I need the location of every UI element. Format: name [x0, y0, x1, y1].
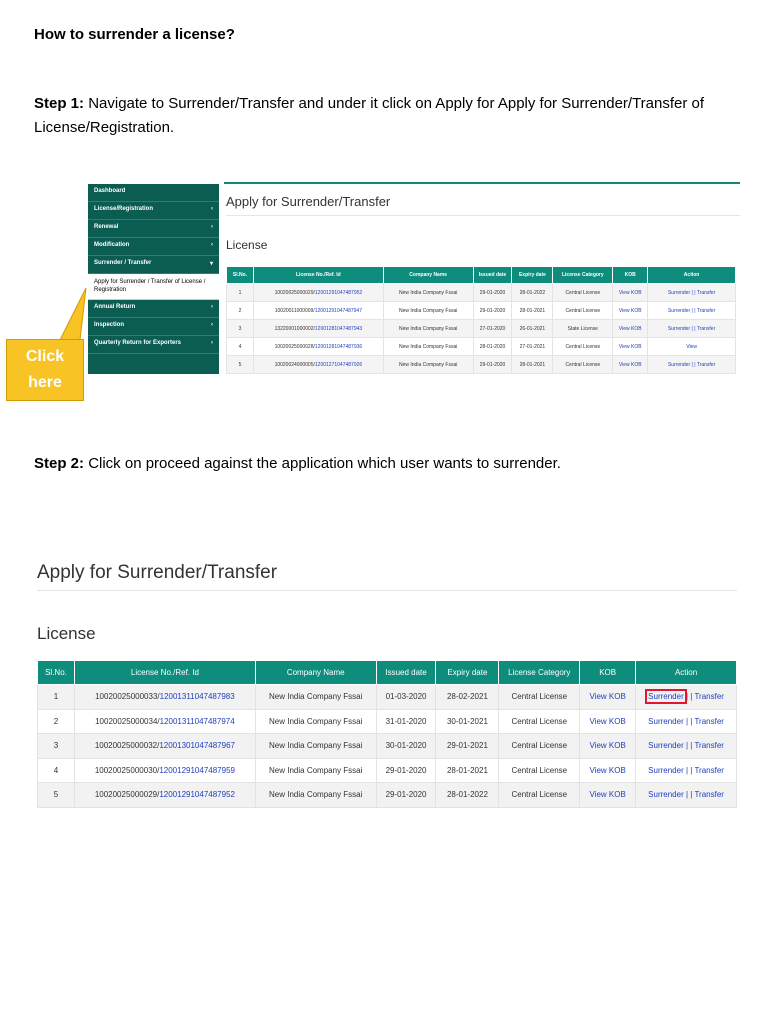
serial-number: 2	[38, 709, 75, 734]
issued-date: 31-01-2020	[376, 709, 436, 734]
column-header: Company Name	[255, 661, 376, 685]
sidebar-submenu-apply-surrender[interactable]: Apply for Surrender / Transfer of License / Registration	[88, 274, 219, 300]
surrender-link[interactable]: Surrender	[667, 325, 691, 332]
column-header: Company Name	[383, 267, 473, 284]
ref-id-link[interactable]: 12001281047487936	[314, 343, 363, 350]
view-kob-link[interactable]: View KOB	[618, 343, 642, 350]
transfer-link[interactable]: Transfer	[696, 325, 716, 332]
column-header: Issued date	[376, 661, 436, 685]
table-row	[38, 783, 737, 808]
table-row	[38, 734, 737, 759]
action-separator: | |	[690, 361, 697, 368]
action-separator: | |	[683, 692, 695, 702]
expiry-date: 28-01-2022	[512, 284, 553, 302]
step2-text: Click on proceed against the application which user wants to surrender.	[88, 455, 561, 472]
surrender-link[interactable]: Surrender	[648, 716, 684, 726]
license-category: Central License	[553, 356, 613, 374]
kob-cell	[580, 709, 636, 734]
surrender-link[interactable]: Surrender	[667, 307, 691, 314]
column-header: Action	[636, 661, 737, 685]
company-name: New India Company Fssai	[383, 302, 473, 320]
issued-date: 30-01-2020	[376, 734, 436, 759]
view-kob-link[interactable]: View KOB	[618, 307, 642, 314]
action-cell	[636, 709, 737, 734]
serial-number: 5	[227, 356, 254, 374]
issued-date: 27-01-2020	[473, 320, 512, 338]
license-number-cell	[74, 783, 255, 808]
action-cell	[636, 783, 737, 808]
chevron-icon: ‹	[211, 322, 213, 328]
transfer-link[interactable]: Transfer	[696, 361, 716, 368]
chevron-icon: ‹	[211, 224, 213, 230]
company-name: New India Company Fssai	[255, 685, 376, 710]
page2-section-title: License	[37, 624, 96, 643]
surrender-link[interactable]: Surrender	[648, 741, 684, 751]
action-separator: | |	[690, 325, 697, 332]
transfer-link[interactable]: Transfer	[694, 790, 724, 800]
column-header: Sl.No.	[227, 267, 254, 284]
ref-id-link[interactable]: 12001291047487947	[314, 307, 362, 314]
license-category: Central License	[553, 338, 613, 356]
action-cell	[636, 734, 737, 759]
ref-id-link[interactable]: 12001291047487952	[159, 790, 235, 800]
expiry-date: 28-01-2022	[436, 783, 499, 808]
table-row	[38, 685, 737, 710]
action-separator: | |	[690, 307, 697, 314]
callout-line1: Click	[25, 348, 65, 365]
view-kob-link[interactable]: View KOB	[589, 741, 626, 751]
expiry-date: 28-01-2021	[436, 758, 499, 783]
license-number-cell	[74, 734, 255, 759]
view-kob-link[interactable]: View KOB	[589, 692, 626, 702]
transfer-link[interactable]: Transfer	[696, 289, 716, 296]
column-header: License Category	[553, 267, 613, 284]
sidebar-item-label: Dashboard	[94, 188, 126, 194]
view-kob-link[interactable]: View KOB	[618, 289, 642, 296]
sidebar-item-label: Quarterly Return for Exporters	[94, 340, 182, 346]
action-separator: | |	[690, 289, 697, 296]
view-kob-link[interactable]: View KOB	[618, 325, 642, 332]
surrender-link[interactable]: Surrender	[667, 289, 691, 296]
expiry-date: 28-01-2021	[512, 356, 553, 374]
issued-date: 29-01-2020	[376, 783, 436, 808]
callout-pointer	[0, 0, 768, 420]
page1-section-title: License	[226, 238, 268, 252]
view-kob-link[interactable]: View KOB	[589, 716, 626, 726]
page1-title: Apply for Surrender/Transfer	[226, 194, 391, 209]
serial-number: 5	[38, 783, 75, 808]
ref-id-link[interactable]: 12001291047487952	[314, 289, 363, 296]
license-number: 10020011000009/	[274, 307, 315, 314]
expiry-date: 27-01-2021	[512, 338, 553, 356]
company-name: New India Company Fssai	[383, 320, 473, 338]
company-name: New India Company Fssai	[255, 734, 376, 759]
column-header: Expiry date	[512, 267, 553, 284]
column-header: Sl.No.	[38, 661, 75, 685]
license-category: Central License	[499, 734, 580, 759]
action-separator: | |	[683, 741, 695, 751]
company-name: New India Company Fssai	[255, 783, 376, 808]
page2-title: Apply for Surrender/Transfer	[37, 562, 278, 583]
sidebar-item-label: License/Registration	[94, 206, 154, 212]
license-category: State License	[553, 320, 613, 338]
transfer-link[interactable]: Transfer	[694, 741, 724, 751]
sidebar-item-label: Annual Return	[94, 304, 136, 310]
license-category: Central License	[499, 685, 580, 710]
column-header: Expiry date	[436, 661, 499, 685]
table-row	[38, 709, 737, 734]
action-separator: | |	[683, 765, 695, 775]
expiry-date: 28-01-2021	[512, 302, 553, 320]
ref-id-link[interactable]: 12001311047487974	[159, 716, 235, 726]
surrender-link[interactable]: Surrender	[648, 790, 684, 800]
expiry-date: 28-02-2021	[436, 685, 499, 710]
transfer-link[interactable]: Transfer	[694, 692, 724, 702]
ref-id-link[interactable]: 12001291047487959	[159, 765, 235, 775]
column-header: Issued date	[473, 267, 512, 284]
expiry-date: 26-01-2021	[512, 320, 553, 338]
kob-cell	[580, 685, 636, 710]
license-number: 10020024000005/	[274, 361, 315, 368]
license-category: Central License	[499, 758, 580, 783]
view-kob-link[interactable]: View KOB	[589, 765, 626, 775]
surrender-link[interactable]: Surrender	[667, 361, 691, 368]
license-number: 10020025000030/	[94, 765, 160, 775]
license-number: 10020025000032/	[94, 741, 160, 751]
company-name: New India Company Fssai	[383, 338, 473, 356]
click-here-callout	[6, 339, 84, 401]
sidebar-item-label: Modification	[94, 242, 130, 248]
license-number: 10020025000028/	[274, 343, 315, 350]
kob-cell	[580, 734, 636, 759]
license-number: 10020025000034/	[95, 716, 160, 726]
action-separator: | |	[683, 790, 695, 800]
page2-divider	[37, 590, 737, 591]
ref-id-link[interactable]: 12001311047487983	[159, 692, 235, 702]
serial-number: 4	[227, 338, 254, 356]
column-header: Action	[648, 267, 736, 284]
company-name: New India Company Fssai	[383, 356, 473, 374]
ref-id-link[interactable]: 12001271047487926	[314, 361, 363, 368]
action-cell	[636, 685, 737, 710]
sidebar-item-label: Renewal	[94, 224, 119, 230]
transfer-link[interactable]: Transfer	[694, 716, 724, 726]
callout-line2: here	[28, 374, 62, 391]
issued-date: 29-01-2020	[473, 284, 512, 302]
chevron-icon: ‹	[211, 340, 213, 346]
expiry-date: 29-01-2021	[436, 734, 499, 759]
license-number: 10020025000029/	[94, 790, 160, 800]
sidebar-item-label: Surrender / Transfer	[94, 260, 152, 266]
chevron-icon: ‹	[211, 304, 213, 310]
column-header: KOB	[580, 661, 636, 685]
serial-number: 1	[227, 284, 254, 302]
step2-label: Step 2:	[34, 455, 85, 472]
column-header: License No./Ref. Id	[253, 267, 383, 284]
kob-cell	[580, 758, 636, 783]
chevron-icon: ▾	[209, 261, 213, 267]
step1-text: Navigate to Surrender/Transfer and under it click on Apply for Apply for Surrender/Transfer of License/Registration.	[34, 95, 705, 136]
license-number: 13220001000002/	[274, 325, 315, 332]
license-number-cell	[74, 685, 255, 710]
serial-number: 2	[227, 302, 254, 320]
issued-date: 29-01-2020	[376, 758, 436, 783]
column-header: License Category	[499, 661, 580, 685]
table-row	[38, 758, 737, 783]
transfer-link[interactable]: Transfer	[694, 765, 724, 775]
ref-id-link[interactable]: 12001281047487943	[314, 325, 363, 332]
action-cell	[636, 758, 737, 783]
transfer-link[interactable]: Transfer	[696, 307, 716, 314]
issued-date: 01-03-2020	[376, 685, 436, 710]
chevron-icon: ‹	[211, 206, 213, 212]
license-number: 10020025000029/	[274, 289, 315, 296]
license-category: Central License	[499, 709, 580, 734]
document-heading: How to surrender a license?	[34, 26, 235, 43]
page2-license-table	[37, 660, 737, 808]
view-kob-link[interactable]: View KOB	[589, 790, 626, 800]
step2-instruction	[34, 452, 734, 476]
company-name: New India Company Fssai	[255, 758, 376, 783]
view-kob-link[interactable]: View KOB	[618, 361, 642, 368]
ref-id-link[interactable]: 12001301047487967	[159, 741, 235, 751]
serial-number: 3	[38, 734, 75, 759]
license-category: Central License	[499, 783, 580, 808]
license-category: Central License	[553, 284, 613, 302]
sidebar-item-label: Inspection	[94, 322, 125, 328]
serial-number: 4	[38, 758, 75, 783]
serial-number: 3	[227, 320, 254, 338]
column-header: License No./Ref. Id	[74, 661, 255, 685]
surrender-link[interactable]: Surrender	[648, 765, 684, 775]
column-header: KOB	[613, 267, 648, 284]
kob-cell	[580, 783, 636, 808]
surrender-link[interactable]: Surrender	[648, 692, 684, 702]
license-number: 10020025000033/	[95, 692, 160, 702]
company-name: New India Company Fssai	[383, 284, 473, 302]
license-number-cell	[74, 758, 255, 783]
issued-date: 29-01-2020	[473, 302, 512, 320]
expiry-date: 30-01-2021	[436, 709, 499, 734]
issued-date: 28-01-2020	[473, 338, 512, 356]
action-separator: | |	[683, 716, 695, 726]
company-name: New India Company Fssai	[255, 709, 376, 734]
license-category: Central License	[553, 302, 613, 320]
serial-number: 1	[38, 685, 75, 710]
chevron-icon: ‹	[211, 242, 213, 248]
step1-label: Step 1:	[34, 95, 85, 112]
issued-date: 29-01-2020	[473, 356, 512, 374]
screenshot-step2	[37, 556, 737, 816]
view-link[interactable]: View	[686, 343, 697, 350]
license-number-cell	[74, 709, 255, 734]
